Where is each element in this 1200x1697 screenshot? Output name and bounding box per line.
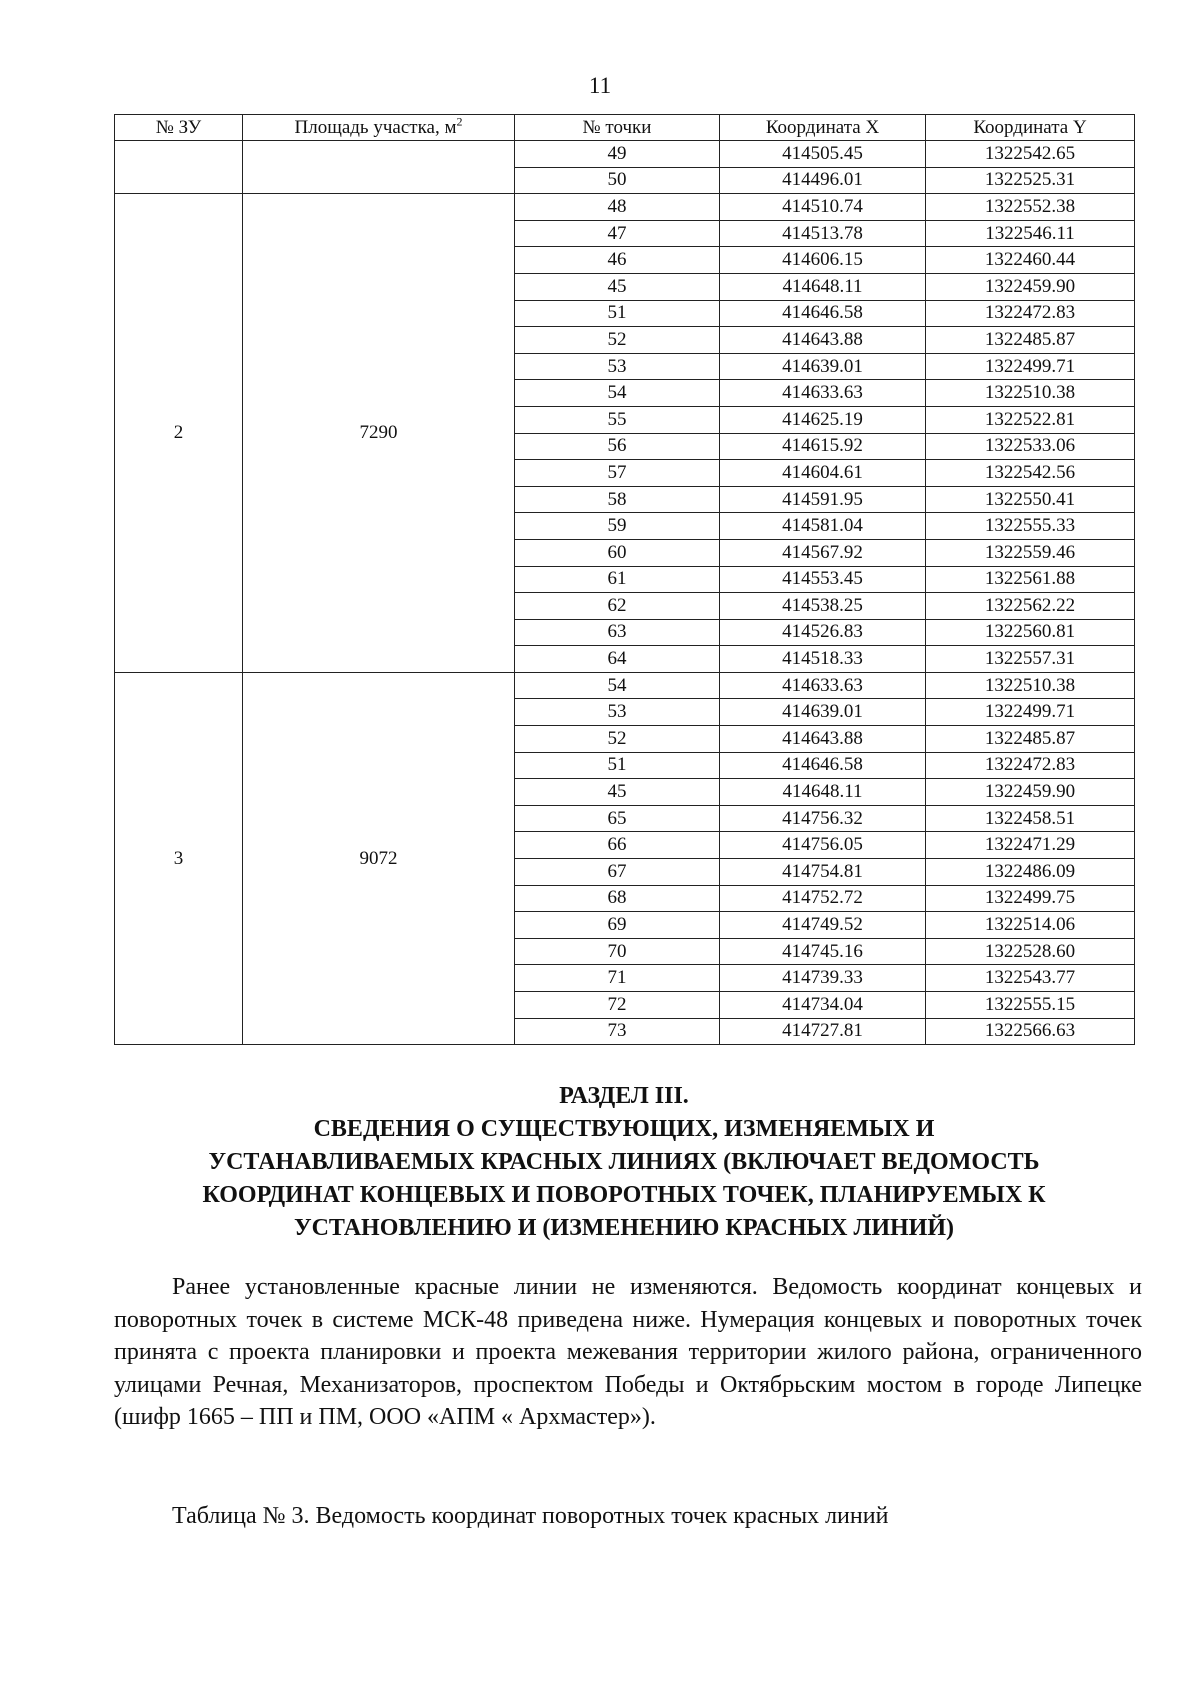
- cell-x: 414526.83: [720, 619, 926, 646]
- cell-point: 47: [515, 220, 720, 247]
- cell-zu: 3: [115, 672, 243, 1044]
- cell-point: 63: [515, 619, 720, 646]
- cell-y: 1322533.06: [926, 433, 1135, 460]
- cell-point: 53: [515, 353, 720, 380]
- cell-x: 414606.15: [720, 247, 926, 274]
- cell-x: 414553.45: [720, 566, 926, 593]
- cell-x: 414538.25: [720, 593, 926, 620]
- cell-y: 1322566.63: [926, 1018, 1135, 1045]
- cell-point: 66: [515, 832, 720, 859]
- header-point: № точки: [515, 115, 720, 141]
- cell-x: 414752.72: [720, 885, 926, 912]
- cell-y: 1322522.81: [926, 406, 1135, 433]
- cell-point: 57: [515, 460, 720, 487]
- cell-point: 64: [515, 646, 720, 673]
- cell-y: 1322559.46: [926, 539, 1135, 566]
- cell-point: 45: [515, 273, 720, 300]
- cell-y: 1322552.38: [926, 194, 1135, 221]
- section-heading-line: УСТАНОВЛЕНИЮ И (ИЗМЕНЕНИЮ КРАСНЫХ ЛИНИЙ): [293, 1215, 955, 1241]
- cell-y: 1322485.87: [926, 726, 1135, 753]
- cell-y: 1322514.06: [926, 912, 1135, 939]
- header-area: [243, 115, 515, 141]
- cell-y: 1322460.44: [926, 247, 1135, 274]
- cell-x: 414643.88: [720, 327, 926, 354]
- table-row: [115, 194, 1135, 221]
- cell-x: 414505.45: [720, 141, 926, 168]
- cell-point: 54: [515, 380, 720, 407]
- cell-x: 414648.11: [720, 273, 926, 300]
- cell-point: 72: [515, 992, 720, 1019]
- cell-y: 1322510.38: [926, 672, 1135, 699]
- cell-y: 1322499.71: [926, 353, 1135, 380]
- header-y: Координата Y: [926, 115, 1135, 141]
- section-heading-line: КООРДИНАТ КОНЦЕВЫХ И ПОВОРОТНЫХ ТОЧЕК, ПЛАНИРУЕМЫХ К: [202, 1182, 1046, 1208]
- cell-x: 414633.63: [720, 380, 926, 407]
- cell-area: 7290: [243, 194, 515, 673]
- cell-x: 414745.16: [720, 938, 926, 965]
- cell-x: 414756.05: [720, 832, 926, 859]
- cell-y: 1322528.60: [926, 938, 1135, 965]
- cell-x: 414513.78: [720, 220, 926, 247]
- cell-point: 61: [515, 566, 720, 593]
- cell-y: 1322499.75: [926, 885, 1135, 912]
- cell-point: 69: [515, 912, 720, 939]
- cell-x: 414567.92: [720, 539, 926, 566]
- cell-point: 50: [515, 167, 720, 194]
- table-row: [115, 672, 1135, 699]
- cell-point: 52: [515, 726, 720, 753]
- cell-x: 414756.32: [720, 805, 926, 832]
- cell-x: 414639.01: [720, 699, 926, 726]
- cell-x: 414639.01: [720, 353, 926, 380]
- table-body: [115, 141, 1135, 1045]
- cell-y: 1322555.33: [926, 513, 1135, 540]
- cell-x: 414615.92: [720, 433, 926, 460]
- cell-x: 414643.88: [720, 726, 926, 753]
- cell-y: 1322557.31: [926, 646, 1135, 673]
- section-heading-line: УСТАНАВЛИВАЕМЫХ КРАСНЫХ ЛИНИЯХ (ВКЛЮЧАЕТ ВЕДОМОСТЬ: [208, 1149, 1040, 1175]
- cell-y: 1322459.90: [926, 273, 1135, 300]
- cell-zu: [115, 141, 243, 194]
- header-zu: № ЗУ: [115, 115, 243, 141]
- cell-point: 73: [515, 1018, 720, 1045]
- cell-x: 414739.33: [720, 965, 926, 992]
- header-area-label: Площадь участка, м: [294, 116, 457, 138]
- cell-x: 414734.04: [720, 992, 926, 1019]
- cell-y: 1322546.11: [926, 220, 1135, 247]
- cell-point: 46: [515, 247, 720, 274]
- header-x: Координата X: [720, 115, 926, 141]
- cell-y: 1322459.90: [926, 779, 1135, 806]
- cell-x: 414591.95: [720, 486, 926, 513]
- cell-y: 1322542.56: [926, 460, 1135, 487]
- cell-point: 54: [515, 672, 720, 699]
- cell-x: 414633.63: [720, 672, 926, 699]
- cell-y: 1322550.41: [926, 486, 1135, 513]
- cell-y: 1322486.09: [926, 859, 1135, 886]
- cell-point: 65: [515, 805, 720, 832]
- table-caption: Таблица № 3. Ведомость координат поворотных точек красных линий: [172, 1503, 889, 1529]
- section-heading: [114, 1080, 1134, 1245]
- cell-point: 45: [515, 779, 720, 806]
- cell-y: 1322471.29: [926, 832, 1135, 859]
- cell-point: 68: [515, 885, 720, 912]
- cell-point: 52: [515, 327, 720, 354]
- cell-y: 1322472.83: [926, 300, 1135, 327]
- cell-y: 1322543.77: [926, 965, 1135, 992]
- cell-y: 1322542.65: [926, 141, 1135, 168]
- cell-x: 414646.58: [720, 752, 926, 779]
- cell-point: 51: [515, 300, 720, 327]
- cell-area: 9072: [243, 672, 515, 1044]
- cell-point: 59: [515, 513, 720, 540]
- cell-point: 55: [515, 406, 720, 433]
- cell-y: 1322472.83: [926, 752, 1135, 779]
- cell-x: 414510.74: [720, 194, 926, 221]
- cell-point: 70: [515, 938, 720, 965]
- cell-point: 58: [515, 486, 720, 513]
- cell-zu: 2: [115, 194, 243, 673]
- table-header-row: [115, 115, 1135, 141]
- cell-y: 1322562.22: [926, 593, 1135, 620]
- cell-x: 414727.81: [720, 1018, 926, 1045]
- section-heading-line: РАЗДЕЛ III.: [559, 1083, 689, 1109]
- cell-y: 1322525.31: [926, 167, 1135, 194]
- cell-point: 67: [515, 859, 720, 886]
- cell-point: 53: [515, 699, 720, 726]
- cell-x: 414581.04: [720, 513, 926, 540]
- cell-y: 1322555.15: [926, 992, 1135, 1019]
- body-paragraph: Ранее установленные красные линии не изменяются. Ведомость координат концевых и поворотных точек в системе МСК-48 приведена ниже. Нумерация концевых и поворотных точек принята с проекта планировки и проекта межевания территории жилого района, ограниченного улицами Речная, Механизаторов, проспектом Победы и Октябрьским мостом в городе Липецке (шифр 1665 – ПП и ПМ, ООО «АПМ « Архмастер»).: [114, 1274, 1142, 1430]
- cell-point: 51: [515, 752, 720, 779]
- cell-area: [243, 141, 515, 194]
- cell-x: 414496.01: [720, 167, 926, 194]
- cell-point: 56: [515, 433, 720, 460]
- cell-point: 48: [515, 194, 720, 221]
- cell-y: 1322560.81: [926, 619, 1135, 646]
- page-number: 11: [588, 73, 612, 98]
- table-row: [115, 141, 1135, 168]
- cell-y: 1322485.87: [926, 327, 1135, 354]
- cell-y: 1322561.88: [926, 566, 1135, 593]
- coordinates-table: [114, 114, 1135, 1045]
- cell-y: 1322458.51: [926, 805, 1135, 832]
- cell-point: 62: [515, 593, 720, 620]
- cell-x: 414749.52: [720, 912, 926, 939]
- section-heading-line: СВЕДЕНИЯ О СУЩЕСТВУЮЩИХ, ИЗМЕНЯЕМЫХ И: [313, 1116, 935, 1142]
- cell-point: 49: [515, 141, 720, 168]
- cell-y: 1322510.38: [926, 380, 1135, 407]
- cell-x: 414604.61: [720, 460, 926, 487]
- cell-x: 414754.81: [720, 859, 926, 886]
- cell-y: 1322499.71: [926, 699, 1135, 726]
- cell-x: 414518.33: [720, 646, 926, 673]
- cell-point: 71: [515, 965, 720, 992]
- cell-x: 414625.19: [720, 406, 926, 433]
- cell-x: 414646.58: [720, 300, 926, 327]
- cell-x: 414648.11: [720, 779, 926, 806]
- cell-point: 60: [515, 539, 720, 566]
- header-area-superscript: 2: [456, 114, 463, 129]
